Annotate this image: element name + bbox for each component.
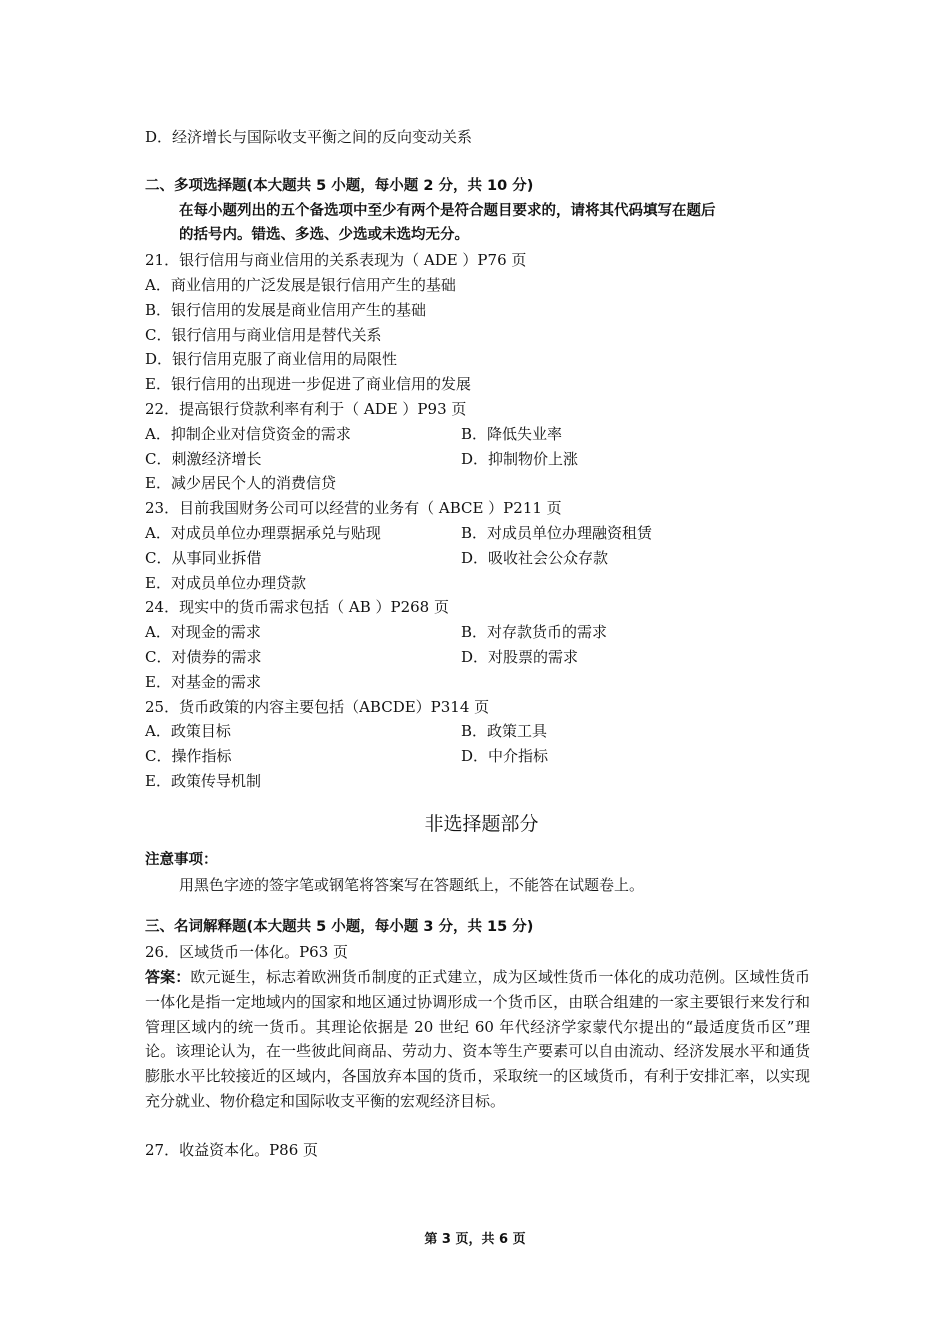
option-20-d: D．经济增长与国际收支平衡之间的反向变动关系 — [145, 128, 473, 146]
section-2-instruction-line-2: 的括号内。错选、多选、少选或未选均无分。 — [179, 227, 469, 244]
question-24-option-a: A．对现金的需求 — [145, 623, 261, 642]
question-23-option-b: B．对成员单位办理融资租赁 — [461, 523, 653, 542]
question-24-option-e: E．对基金的需求 — [145, 672, 261, 691]
question-22-option-b: B．降低失业率 — [461, 424, 563, 443]
question-26-answer-text: 欧元诞生，标志着欧洲货币制度的正式建立，成为区域性货币一体化的成功范例。区域性货币一体化是指一定地域内的国家和地区通过协调形成一个货币区，由联合组建的一家主要银行来发行和管理区域内的统一货币。其理论依据是 20 世纪 60 年代经济学家蒙代尔提出的“最适度货币区”理论。该理论认为，在一些彼此间商品、劳动力、资本等生产要素可以自由流动、经济发展水平和通货膨胀水平比较接近的区域内，各国放弃本国的货币，采取统一的区域货币，有利于安排汇率，以实现充分就业、物价稳定和国际收支平衡的宏观经济目标。 — [145, 967, 810, 1110]
question-26-stem: 26．区域货币一体化。P63 页 — [145, 943, 349, 962]
question-21-option-a: A．商业信用的广泛发展是银行信用产生的基础 — [145, 275, 456, 294]
question-24-option-c: C．对债券的需求 — [145, 647, 262, 666]
question-21-option-b: B．银行信用的发展是商业信用产生的基础 — [145, 300, 427, 319]
question-22-option-d: D．抑制物价上涨 — [461, 449, 579, 468]
notice-text: 用黑色字迹的签字笔或钢笔将答案写在答题纸上，不能答在试题卷上。 — [179, 875, 645, 894]
question-25-row-ab — [145, 719, 810, 744]
question-25-option-b: B．政策工具 — [461, 722, 548, 741]
question-22-option-e: E．减少居民个人的消费信贷 — [145, 474, 336, 493]
question-25-stem: 25．货币政策的内容主要包括（ABCDE）P314 页 — [145, 697, 490, 716]
question-23-option-e: E．对成员单位办理贷款 — [145, 573, 306, 592]
question-23-option-a: A．对成员单位办理票据承兑与贴现 — [145, 523, 381, 542]
question-25-option-e: E．政策传导机制 — [145, 771, 261, 790]
question-25-option-d: D．中介指标 — [461, 747, 549, 766]
question-23-option-c: C．从事同业拆借 — [145, 548, 262, 567]
question-24-option-d: D．对股票的需求 — [461, 647, 579, 666]
question-23-option-d: D．吸收社会公众存款 — [461, 548, 609, 567]
question-22-stem: 22．提高银行贷款利率有利于（ ADE ）P93 页 — [145, 399, 467, 418]
question-23-row-cd — [145, 546, 810, 571]
question-24-stem: 24．现实中的货币需求包括（ AB ）P268 页 — [145, 598, 449, 617]
non-choice-section-title: 非选择题部分 — [424, 812, 539, 835]
question-21-stem: 21．银行信用与商业信用的关系表现为（ ADE ）P76 页 — [145, 251, 527, 270]
page-footer: 第 3 页，共 6 页 — [424, 1232, 526, 1247]
question-24-row-ab — [145, 620, 810, 645]
question-26-answer — [145, 965, 810, 1114]
question-22-row-ab — [145, 422, 810, 447]
question-22-option-c: C．刺激经济增长 — [145, 449, 262, 468]
answer-label: 答案： — [145, 967, 191, 986]
section-2-header: 二、多项选择题(本大题共 5 小题，每小题 2 分，共 10 分) — [145, 177, 534, 194]
notice-label: 注意事项： — [145, 851, 218, 868]
question-22-option-a: A．抑制企业对信贷资金的需求 — [145, 424, 351, 443]
section-2-instruction-line-1: 在每小题列出的五个备选项中至少有两个是符合题目要求的，请将其代码填写在题后 — [179, 202, 716, 219]
question-21-option-c: C．银行信用与商业信用是替代关系 — [145, 325, 382, 344]
question-25-option-a: A．政策目标 — [145, 722, 231, 741]
question-21-option-e: E．银行信用的出现进一步促进了商业信用的发展 — [145, 375, 471, 394]
question-27-stem: 27．收益资本化。P86 页 — [145, 1140, 319, 1159]
question-21-option-d: D．银行信用克服了商业信用的局限性 — [145, 350, 398, 369]
question-23-row-ab — [145, 521, 810, 546]
question-24-row-cd — [145, 645, 810, 670]
question-25-option-c: C．操作指标 — [145, 747, 232, 766]
section-3-header: 三、名词解释题(本大题共 5 小题，每小题 3 分，共 15 分) — [145, 919, 534, 936]
page-content — [145, 125, 810, 1162]
question-24-option-b: B．对存款货币的需求 — [461, 623, 608, 642]
question-22-row-cd — [145, 447, 810, 472]
question-25-row-cd — [145, 744, 810, 769]
question-23-stem: 23．目前我国财务公司可以经营的业务有（ ABCE ）P211 页 — [145, 499, 562, 518]
